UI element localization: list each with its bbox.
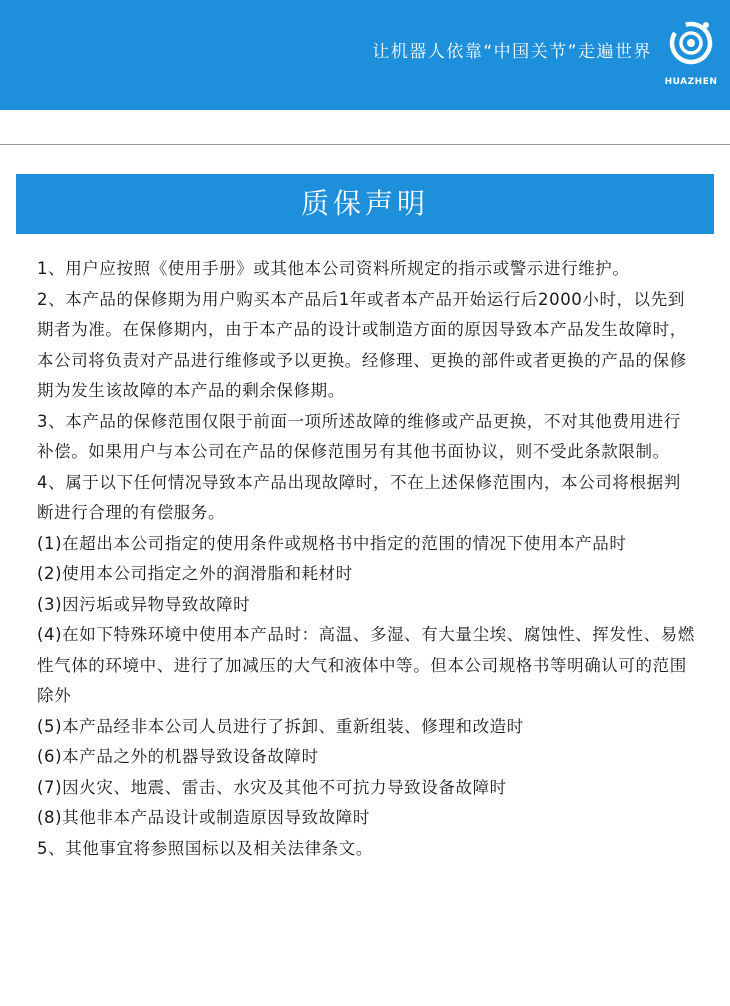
exclusion-item-4: (4)在如下特殊环境中使用本产品时：高温、多湿、有大量尘埃、腐蚀性、挥发性、易燃性气体的环境中、进行了加减压的大气和液体中等。但本公司规格书等明确认可的范围除外 <box>37 625 695 705</box>
logo-text: HUAZHEN <box>664 77 718 87</box>
slogan: 让机器人依靠“中国关节”走遍世界 <box>372 42 652 62</box>
exclusion-item-8: (8)其他非本产品设计或制造原因导致故障时 <box>37 808 370 827</box>
header-bar <box>0 0 730 110</box>
clause-2: 2、本产品的保修期为用户购买本产品后1年或者本产品开始运行后2000小时，以先到期者为准。在保修期内，由于本产品的设计或制造方面的原因导致本产品发生故障时，本公司将负责对产品进行维修或予以更换。经修理、更换的部件或者更换的产品的保修期为发生该故障的本产品的剩余保修期。 <box>37 289 687 400</box>
exclusion-item-3: (3)因污垢或异物导致故障时 <box>37 594 251 614</box>
exclusion-item-5: (5)本产品经非本公司人员进行了拆卸、重新组装、修理和改造时 <box>37 716 524 736</box>
logo <box>660 18 722 92</box>
exclusion-item-6: (6)本产品之外的机器导致设备故障时 <box>37 747 319 766</box>
exclusion-item-2: (2)使用本公司指定之外的润滑脂和耗材时 <box>37 564 353 583</box>
clause-3: 3、本产品的保修范围仅限于前面一项所述故障的维修或产品更换，不对其他费用进行补偿。如果用户与本公司在产品的保修范围另有其他书面协议，则不受此条款限制。 <box>37 411 681 461</box>
exclusion-item-1: (1)在超出本公司指定的使用条件或规格书中指定的范围的情况下使用本产品时 <box>37 533 627 553</box>
clause-4: 4、属于以下任何情况导致本产品出现故障时，不在上述保修范围内，本公司将根据判断进行合理的有偿服务。 <box>37 472 681 522</box>
clause-5: 5、其他事宜将参照国标以及相关法律条文。 <box>37 838 373 858</box>
huazhen-logo-icon <box>668 18 714 74</box>
warranty-content <box>37 254 697 864</box>
exclusion-item-7: (7)因火灾、地震、雷击、水灾及其他不可抗力导致设备故障时 <box>37 777 507 797</box>
divider <box>0 144 730 145</box>
clause-1: 1、用户应按照《使用手册》或其他本公司资料所规定的指示或警示进行维护。 <box>37 259 630 278</box>
page-title: 质保声明 <box>16 174 714 234</box>
